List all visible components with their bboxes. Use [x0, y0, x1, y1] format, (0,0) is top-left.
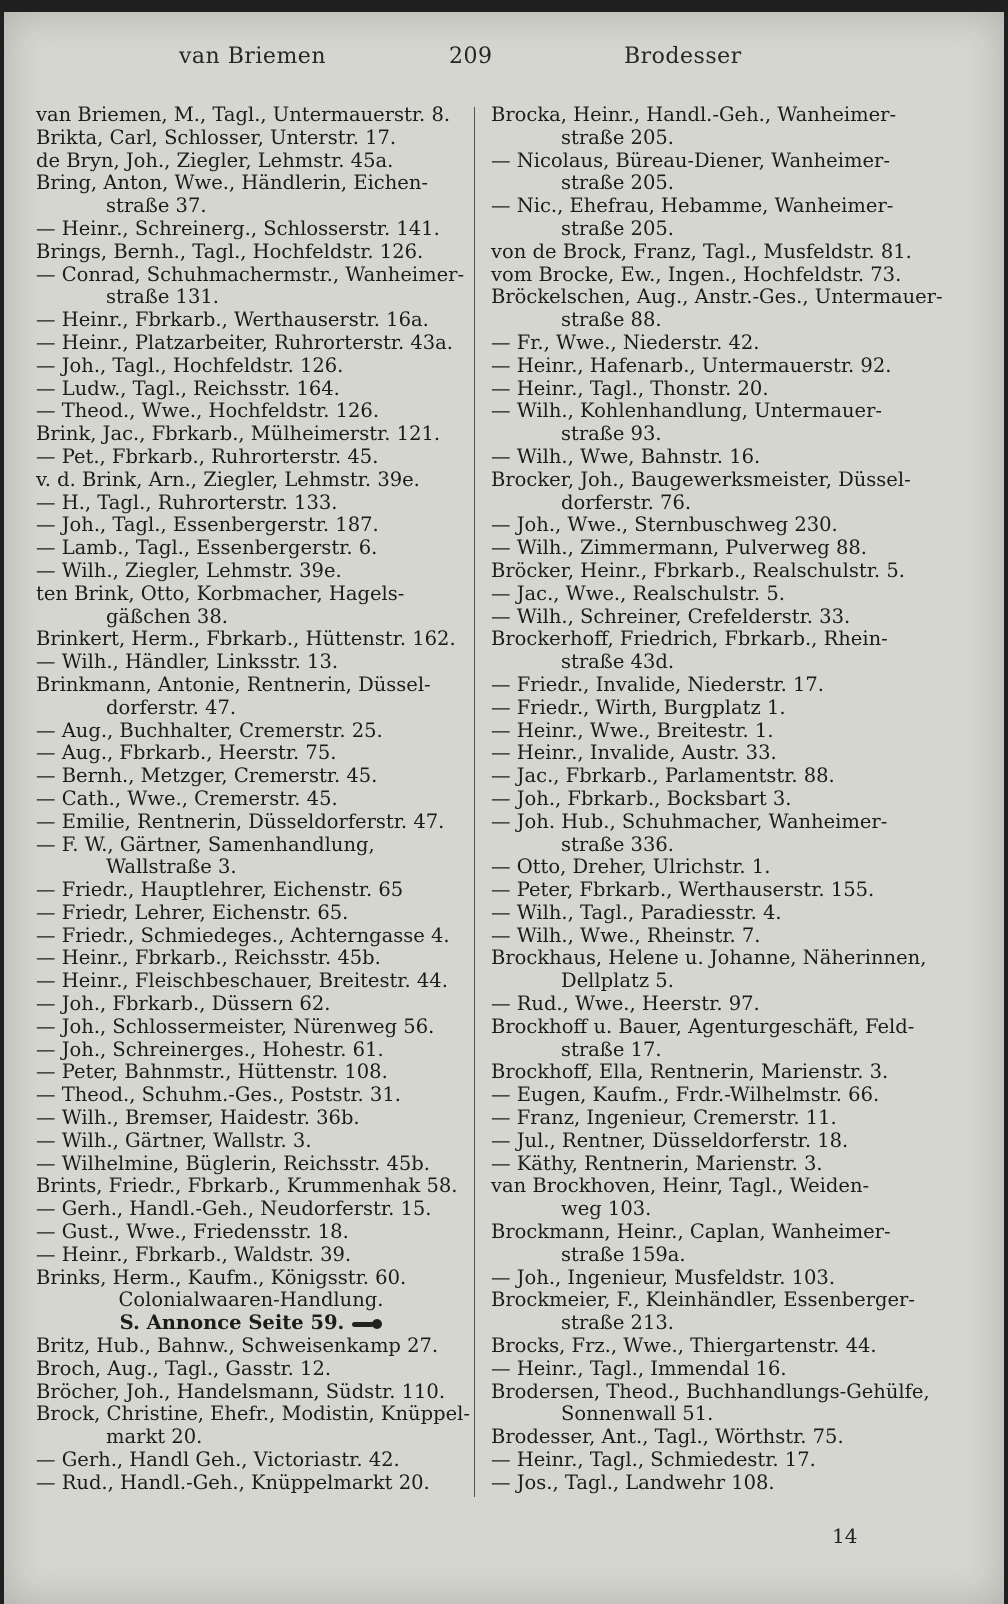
directory-entry-line [36, 355, 466, 378]
entry-text: — Jos., Tagl., Landwehr 108. [491, 1470, 775, 1494]
directory-entry-line [36, 742, 466, 765]
directory-entry-line [36, 332, 466, 355]
entry-text: — Theod., Wwe., Hochfeldstr. 126. [36, 399, 380, 423]
directory-entry-line [36, 286, 466, 309]
entry-text: dorferstr. 76. [561, 490, 692, 514]
directory-entry-line [491, 1221, 921, 1244]
directory-entry-line [491, 537, 921, 560]
entry-text: — Friedr., Invalide, Niederstr. 17. [491, 672, 824, 696]
entry-text: — Joh., Schreinerges., Hohestr. 61. [36, 1037, 384, 1061]
directory-entry-line [36, 1175, 466, 1198]
entry-text: — Rud., Handl.-Geh., Knüppelmarkt 20. [36, 1470, 430, 1494]
directory-entry-line [36, 446, 466, 469]
entry-text: vom Brocke, Ew., Ingen., Hochfeldstr. 73. [491, 262, 902, 286]
entry-text: — Theod., Schuhm.-Ges., Poststr. 31. [36, 1083, 401, 1107]
entry-text: — Nicolaus, Büreau-Diener, Wanheimer- [491, 148, 890, 172]
directory-entry-line [36, 1221, 466, 1244]
directory-entry-line [491, 469, 921, 492]
entry-text: Brings, Bernh., Tagl., Hochfeldstr. 126. [36, 239, 424, 263]
entry-text: — Gerh., Handl.-Geh., Neudorferstr. 15. [36, 1197, 432, 1221]
directory-entry-line [36, 1267, 466, 1290]
left-column [36, 103, 470, 1495]
entry-text: de Bryn, Joh., Ziegler, Lehmstr. 45a. [36, 148, 394, 172]
directory-entry-line [36, 856, 466, 879]
entry-text: — Heinr., Platzarbeiter, Ruhrorterstr. 43a. [36, 330, 454, 354]
entry-text: — Wilhelmine, Büglerin, Reichsstr. 45b. [36, 1151, 430, 1175]
running-header [4, 40, 1004, 76]
directory-entry-line [491, 674, 921, 697]
entry-text: markt 20. [106, 1425, 203, 1449]
directory-entry-line [491, 1198, 921, 1221]
entry-text: — Gerh., Handl Geh., Victoriastr. 42. [36, 1448, 400, 1472]
entry-text: straße 17. [561, 1037, 662, 1061]
entry-text: Brockhoff u. Bauer, Agenturgeschäft, Feld- [491, 1014, 915, 1038]
directory-entry-line [491, 264, 921, 287]
directory-entry-line [36, 1289, 466, 1312]
entry-text: Brink, Jac., Fbrkarb., Mülheimerstr. 121. [36, 422, 441, 446]
directory-entry-line [491, 946, 927, 970]
entry-text: straße 205. [561, 125, 674, 149]
directory-entry-line [36, 1061, 466, 1084]
entry-text: Brikta, Carl, Schlosser, Unterstr. 17. [36, 125, 397, 149]
directory-entry-line [36, 309, 466, 332]
entry-text: — Nic., Ehefrau, Hebamme, Wanheimer- [491, 194, 894, 218]
directory-entry-line [36, 1381, 466, 1404]
directory-entry-line [491, 285, 943, 309]
directory-entry-line [36, 697, 466, 720]
entry-text: Brockhaus, Helene u. Johanne, Näherinnen, [491, 946, 927, 970]
directory-entry-line [36, 104, 466, 127]
directory-entry-line [36, 492, 466, 515]
directory-entry-line [36, 902, 466, 925]
directory-entry-line [36, 1039, 466, 1062]
entry-text: Brockmann, Heinr., Caplan, Wanheimer- [491, 1220, 891, 1244]
directory-entry-line [491, 1084, 921, 1107]
entry-text: — Eugen, Kaufm., Frdr.-Wilhelmstr. 66. [491, 1083, 880, 1107]
entry-text: — H., Tagl., Ruhrorterstr. 133. [36, 490, 338, 514]
entry-text: — Joh., Fbrkarb., Bocksbart 3. [491, 786, 792, 810]
entry-text: weg 103. [561, 1197, 652, 1221]
entry-text: — Ludw., Tagl., Reichsstr. 164. [36, 376, 340, 400]
entry-text: straße 205. [561, 171, 674, 195]
directory-entry-line [491, 993, 921, 1016]
directory-entry-line [36, 1244, 466, 1267]
entry-text: — Rud., Wwe., Heerstr. 97. [491, 992, 760, 1016]
entry-text: — Heinr., Fbrkarb., Waldstr. 39. [36, 1242, 352, 1266]
directory-entry-line [36, 606, 466, 629]
entry-text: — Wilh., Bremser, Haidestr. 36b. [36, 1106, 360, 1130]
directory-entry-line [36, 537, 466, 560]
entry-text: straße 336. [561, 832, 674, 856]
entry-text: Bröckelschen, Aug., Anstr.-Ges., Untermauer- [491, 285, 943, 309]
directory-entry-line [491, 1472, 921, 1495]
entry-text: — Franz, Ingenieur, Cremerstr. 11. [491, 1106, 837, 1130]
entry-text: — Friedr., Hauptlehrer, Eichenstr. 65 [36, 878, 404, 902]
entry-text: Brinks, Herm., Kaufm., Königsstr. 60. [36, 1265, 407, 1289]
directory-entry-line [491, 1449, 921, 1472]
entry-text: van Briemen, M., Tagl., Untermauerstr. 8. [36, 103, 451, 126]
directory-entry-line [36, 172, 466, 195]
entry-text: Brodesser, Ant., Tagl., Wörthstr. 75. [491, 1425, 844, 1449]
entry-text: — Bernh., Metzger, Cremerstr. 45. [36, 764, 378, 788]
directory-entry-line [36, 651, 466, 674]
directory-entry-line [491, 856, 921, 879]
directory-entry-line [36, 765, 466, 788]
directory-entry-line [36, 1335, 466, 1358]
directory-entry-line [36, 925, 466, 948]
directory-entry-line [491, 1107, 921, 1130]
directory-entry-line [491, 492, 921, 515]
directory-entry-line [36, 583, 466, 606]
directory-entry-line [491, 1358, 921, 1381]
directory-entry-line [36, 469, 466, 492]
directory-entry-line [36, 127, 466, 150]
directory-entry-line [491, 834, 921, 857]
directory-entry-line [36, 514, 466, 537]
entry-text: Brock, Christine, Ehefr., Modistin, Knüppel- [36, 1402, 470, 1426]
entry-text: — Cath., Wwe., Cremerstr. 45. [36, 786, 338, 810]
entry-text: — Wilh., Gärtner, Wallstr. 3. [36, 1128, 312, 1152]
directory-entry-line [36, 947, 466, 970]
directory-entry-line [491, 332, 921, 355]
entry-text: straße 205. [561, 216, 674, 240]
header-left-catchword: van Briemen [179, 44, 326, 69]
entry-text: straße 37. [106, 194, 207, 218]
entry-text: — Wilh., Ziegler, Lehmstr. 39e. [36, 558, 342, 582]
entry-text: Brints, Friedr., Fbrkarb., Krummenhak 58. [36, 1174, 458, 1198]
directory-entry-line [491, 697, 921, 720]
entry-text: Wallstraße 3. [106, 855, 237, 879]
entry-text: — Wilh., Kohlenhandlung, Untermauer- [491, 399, 882, 423]
entry-text: straße 131. [106, 285, 219, 309]
header-right-catchword: Brodesser [624, 44, 742, 69]
directory-entry-line [491, 423, 921, 446]
entry-text: Bring, Anton, Wwe., Händlerin, Eichen- [36, 171, 428, 195]
entry-text: — Emilie, Rentnerin, Düsseldorferstr. 47. [36, 809, 445, 833]
directory-entry-line [491, 742, 921, 765]
entry-text: Brockerhoff, Friedrich, Fbrkarb., Rhein- [491, 627, 888, 651]
entry-text: — Wilh., Händler, Linksstr. 13. [36, 650, 339, 674]
directory-entry-line [36, 1084, 466, 1107]
entry-text: ten Brink, Otto, Korbmacher, Hagels- [36, 581, 405, 605]
entry-text: — Heinr., Wwe., Breitestr. 1. [491, 718, 774, 742]
directory-entry-line [491, 606, 921, 629]
entry-text: — Heinr., Tagl., Immendal 16. [491, 1356, 787, 1380]
directory-entry-line [36, 423, 466, 446]
entry-text: dorferstr. 47. [106, 695, 237, 719]
entry-text: — Joh., Wwe., Sternbuschweg 230. [491, 513, 838, 537]
entry-text: — Peter, Bahnmstr., Hüttenstr. 108. [36, 1060, 388, 1084]
entry-text: v. d. Brink, Arn., Ziegler, Lehmstr. 39e. [36, 467, 420, 491]
directory-entry-line [491, 1244, 921, 1267]
directory-entry-line [36, 628, 466, 651]
directory-entry-line [36, 811, 466, 834]
entry-text: — Heinr., Hafenarb., Untermauerstr. 92. [491, 353, 892, 377]
entry-text: — Heinr., Fbrkarb., Werthauserstr. 16a. [36, 308, 429, 332]
directory-entry-line [36, 560, 466, 583]
directory-entry-line [491, 1016, 921, 1039]
entry-text: Dellplatz 5. [561, 969, 674, 993]
entry-text: — Fr., Wwe., Niederstr. 42. [491, 330, 760, 354]
entry-text: — Peter, Fbrkarb., Werthauserstr. 155. [491, 878, 875, 902]
directory-entry-line [491, 1426, 921, 1449]
directory-entry-line [491, 378, 921, 401]
directory-entry-line [491, 355, 921, 378]
directory-entry-line [491, 150, 921, 173]
directory-entry-line [491, 560, 921, 583]
directory-entry-line [491, 628, 921, 651]
directory-entry-line [36, 1358, 466, 1381]
directory-entry-line [491, 127, 921, 150]
entry-text: — Joh. Hub., Schuhmacher, Wanheimer- [491, 809, 888, 833]
sheet-number: 14 [832, 1524, 858, 1548]
directory-entry-line [491, 811, 921, 834]
entry-text: van Brockhoven, Heinr, Tagl., Weiden- [491, 1174, 870, 1198]
directory-entry-line [36, 674, 466, 697]
entry-text: — Heinr., Fbrkarb., Reichsstr. 45b. [36, 946, 381, 970]
entry-text: — Wilh., Wwe, Bahnstr. 16. [491, 444, 761, 468]
entry-text: straße 43d. [561, 650, 675, 674]
entry-text: Brinkert, Herm., Fbrkarb., Hüttenstr. 162. [36, 627, 456, 651]
entry-text: S. Annonce Seite 59. [119, 1311, 345, 1335]
entry-text: — Otto, Dreher, Ulrichstr. 1. [491, 855, 771, 879]
directory-entry-line [36, 195, 466, 218]
directory-entry-line [36, 1426, 466, 1449]
entry-text: — Joh., Tagl., Hochfeldstr. 126. [36, 353, 344, 377]
entry-text: — Heinr., Schreinerg., Schlosserstr. 141. [36, 216, 440, 240]
entry-text: Sonnenwall 51. [561, 1402, 714, 1426]
entry-text: — Jac., Fbrkarb., Parlamentstr. 88. [491, 764, 835, 788]
directory-entry-line [36, 1107, 466, 1130]
entry-text: — Aug., Fbrkarb., Heerstr. 75. [36, 741, 337, 765]
directory-entry-line [36, 970, 466, 993]
directory-entry-line [491, 925, 921, 948]
directory-entry-line [491, 651, 921, 674]
directory-entry-line [491, 583, 921, 606]
right-column [491, 103, 943, 1495]
entry-text: Colonialwaaren-Handlung. [118, 1288, 384, 1312]
directory-entry-line [491, 1379, 930, 1404]
entry-text: straße 88. [561, 308, 662, 332]
entry-text: Brocker, Joh., Baugewerksmeister, Düssel- [491, 467, 911, 491]
entry-text: Broch, Aug., Tagl., Gasstr. 12. [36, 1356, 332, 1380]
directory-entry-line [36, 993, 466, 1016]
directory-entry-line [36, 218, 466, 241]
entry-text: Britz, Hub., Bahnw., Schweisenkamp 27. [36, 1334, 439, 1358]
directory-entry-line [491, 446, 921, 469]
directory-entry-line [491, 879, 921, 902]
directory-entry-line [491, 1039, 921, 1062]
entry-text: Brockhoff, Ella, Rentnerin, Marienstr. 3. [491, 1060, 889, 1084]
directory-entry-line [36, 788, 466, 811]
directory-entry-line [491, 104, 921, 127]
directory-entry-line [36, 1130, 466, 1153]
entry-text: — Aug., Buchhalter, Cremerstr. 25. [36, 718, 383, 742]
directory-entry-line [491, 765, 921, 788]
directory-entry-line [36, 1016, 466, 1039]
directory-entry-line [491, 1335, 921, 1358]
entry-text: straße 159a. [561, 1242, 686, 1266]
entry-text: Brinkmann, Antonie, Rentnerin, Düssel- [36, 672, 431, 696]
entry-text: — Gust., Wwe., Friedensstr. 18. [36, 1220, 349, 1244]
entry-text: Brodersen, Theod., Buchhandlungs-Gehülfe, [491, 1379, 930, 1403]
directory-entry-line [36, 241, 466, 264]
directory-entry-line [36, 1402, 470, 1426]
entry-text: — Joh., Ingenieur, Musfeldstr. 103. [491, 1265, 836, 1289]
entry-text: — Friedr., Schmiedeges., Achterngasse 4. [36, 923, 450, 947]
entry-text: — Wilh., Wwe., Rheinstr. 7. [491, 923, 761, 947]
entry-text: — Pet., Fbrkarb., Ruhrorterstr. 45. [36, 444, 379, 468]
directory-entry-line [491, 970, 921, 993]
directory-entry-line [491, 218, 921, 241]
entry-text: Brocka, Heinr., Handl.-Geh., Wanheimer- [491, 103, 897, 126]
page-number: 209 [449, 44, 493, 69]
directory-entry-line [491, 720, 921, 743]
directory-entry-line [36, 264, 466, 287]
directory-entry-line [491, 1403, 921, 1426]
entry-text: Brocks, Frz., Wwe., Thiergartenstr. 44. [491, 1334, 877, 1358]
entry-text: — Heinr., Fleischbeschauer, Breitestr. 44. [36, 969, 448, 993]
entry-text: — Wilh., Zimmermann, Pulverweg 88. [491, 536, 868, 560]
directory-entry-line [491, 514, 921, 537]
directory-entry-line [36, 378, 466, 401]
entry-text: — Friedr., Wirth, Burgplatz 1. [491, 695, 786, 719]
pointing-hand-icon [352, 1319, 382, 1329]
entry-text: — Jul., Rentner, Düsseldorferstr. 18. [491, 1128, 849, 1152]
directory-entry-line [36, 1449, 466, 1472]
entry-text: — Heinr., Tagl., Thonstr. 20. [491, 376, 769, 400]
entry-text: — Wilh., Tagl., Paradiesstr. 4. [491, 900, 782, 924]
entry-text: — F. W., Gärtner, Samenhandlung, [36, 832, 375, 856]
directory-entry-line [491, 1312, 921, 1335]
entry-text: — Käthy, Rentnerin, Marienstr. 3. [491, 1151, 823, 1175]
entry-text: Brockmeier, F., Kleinhändler, Essenberger- [491, 1288, 915, 1312]
directory-entry-line [491, 1061, 921, 1084]
page [4, 12, 1004, 1604]
column-divider [474, 107, 475, 1497]
entry-text: — Jac., Wwe., Realschulstr. 5. [491, 581, 785, 605]
directory-entry-line [36, 879, 466, 902]
entry-text: — Wilh., Schreiner, Crefelderstr. 33. [491, 604, 851, 628]
directory-entry-line [491, 902, 921, 925]
entry-text: Bröcher, Joh., Handelsmann, Südstr. 110. [36, 1379, 446, 1403]
directory-entry-line [491, 1153, 921, 1176]
directory-entry-line [491, 788, 921, 811]
directory-entry-line [36, 400, 466, 423]
entry-text: — Conrad, Schuhmachermstr., Wanheimer- [36, 262, 465, 286]
directory-entry-line [491, 195, 921, 218]
entry-text: von de Brock, Franz, Tagl., Musfeldstr. 81. [491, 239, 912, 263]
entry-text: — Joh., Fbrkarb., Düssern 62. [36, 992, 331, 1016]
entry-text: — Joh., Schlossermeister, Nürenweg 56. [36, 1014, 435, 1038]
entry-text: Bröcker, Heinr., Fbrkarb., Realschulstr. 5. [491, 558, 905, 582]
directory-entry-line [491, 172, 921, 195]
directory-entry-line [491, 241, 921, 264]
entry-text: — Heinr., Tagl., Schmiedestr. 17. [491, 1448, 816, 1472]
directory-entry-line [36, 1198, 466, 1221]
directory-entry-line [491, 1289, 921, 1312]
directory-entry-line [491, 309, 921, 332]
entry-text: — Joh., Tagl., Essenbergerstr. 187. [36, 513, 379, 537]
directory-entry-line [36, 834, 466, 857]
entry-text: gäßchen 38. [106, 604, 228, 628]
directory-entry-line [491, 1175, 921, 1198]
entry-text: — Lamb., Tagl., Essenbergerstr. 6. [36, 536, 378, 560]
entry-text: — Friedr, Lehrer, Eichenstr. 65. [36, 900, 349, 924]
directory-entry-line [36, 720, 466, 743]
directory-entry-line [36, 1312, 466, 1335]
entry-text: — Heinr., Invalide, Austr. 33. [491, 741, 777, 765]
entry-text: straße 213. [561, 1311, 674, 1335]
directory-entry-line [491, 400, 921, 423]
entry-text: straße 93. [561, 422, 662, 446]
directory-entry-line [36, 150, 466, 173]
directory-entry-line [491, 1267, 921, 1290]
directory-entry-line [36, 1153, 466, 1176]
directory-entry-line [36, 1472, 466, 1495]
directory-entry-line [491, 1130, 921, 1153]
